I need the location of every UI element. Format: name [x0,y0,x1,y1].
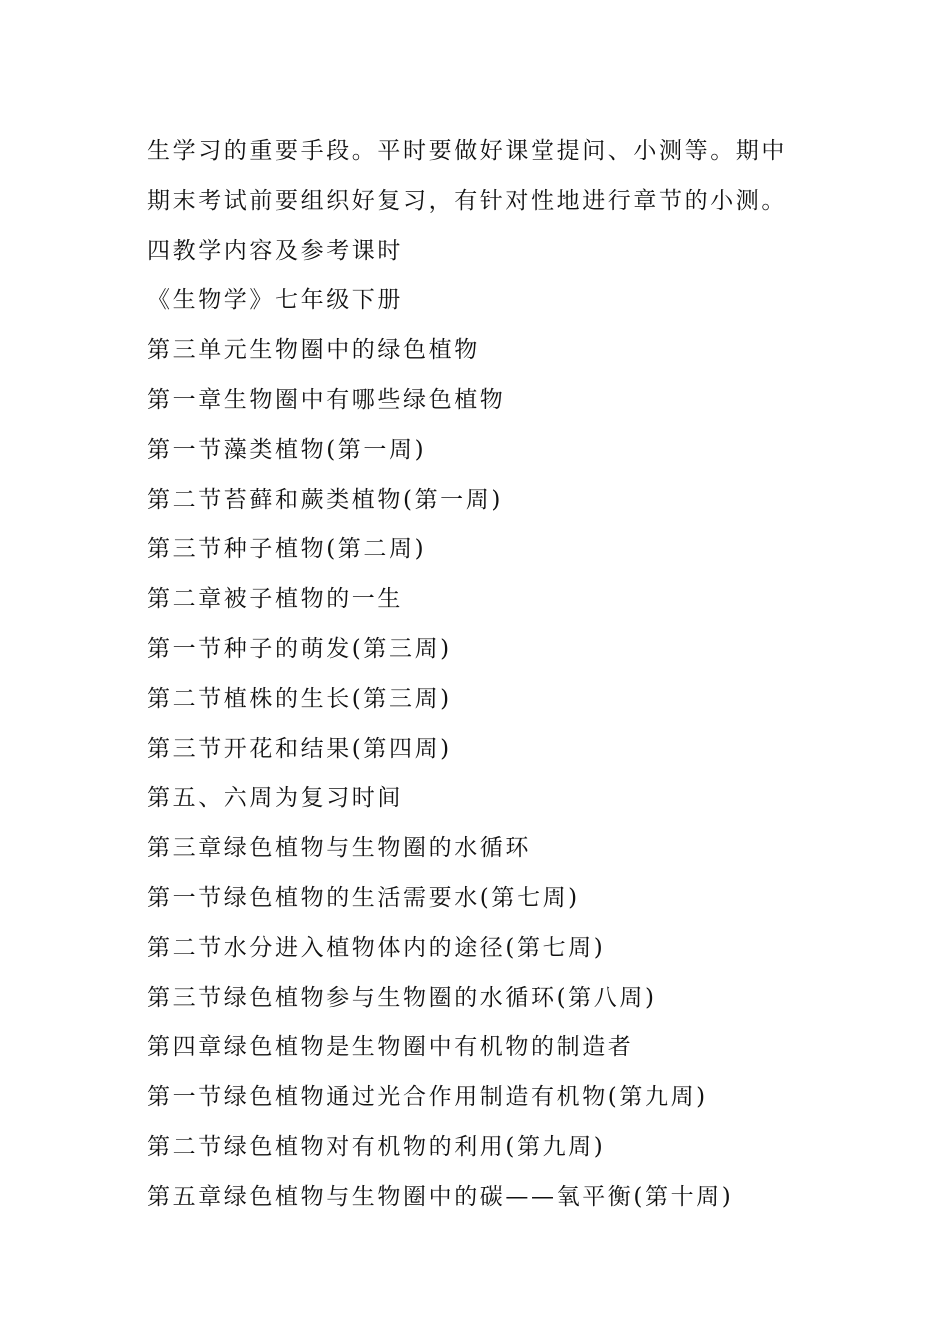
paragraph-line: 生学习的重要手段。平时要做好课堂提问、小测等。期中 [147,138,787,164]
unit-heading: 第三单元生物圈中的绿色植物 [147,337,480,364]
chapter-heading: 第五章绿色植物与生物圈中的碳——氧平衡(第十周) [147,1183,734,1210]
section-item: 第三节绿色植物参与生物圈的水循环(第八周) [147,984,657,1011]
chapter-heading: 第二章被子植物的一生 [147,586,403,613]
section-item: 第二节水分进入植物体内的途径(第七周) [147,934,606,961]
section-item: 第一节藻类植物(第一周) [147,436,427,463]
section-item: 第二节植株的生长(第三周) [147,685,452,712]
section-item: 第一节绿色植物的生活需要水(第七周) [147,884,580,911]
chapter-heading: 第四章绿色植物是生物圈中有机物的制造者 [147,1034,634,1061]
review-note: 第五、六周为复习时间 [147,785,403,812]
section-item: 第三节开花和结果(第四周) [147,735,452,762]
section-heading: 四教学内容及参考课时 [147,237,403,264]
book-title: 《生物学》七年级下册 [147,287,403,314]
section-item: 第三节种子植物(第二周) [147,536,427,563]
chapter-heading: 第三章绿色植物与生物圈的水循环 [147,835,531,862]
section-item: 第一节种子的萌发(第三周) [147,635,452,662]
section-item: 第二节苔藓和蕨类植物(第一周) [147,486,503,513]
document-body [147,127,827,1223]
section-item: 第一节绿色植物通过光合作用制造有机物(第九周) [147,1084,708,1111]
chapter-heading: 第一章生物圈中有哪些绿色植物 [147,386,506,413]
paragraph-line: 期末考试前要组织好复习，有针对性地进行章节的小测。 [147,187,787,214]
section-item: 第二节绿色植物对有机物的利用(第九周) [147,1133,606,1160]
